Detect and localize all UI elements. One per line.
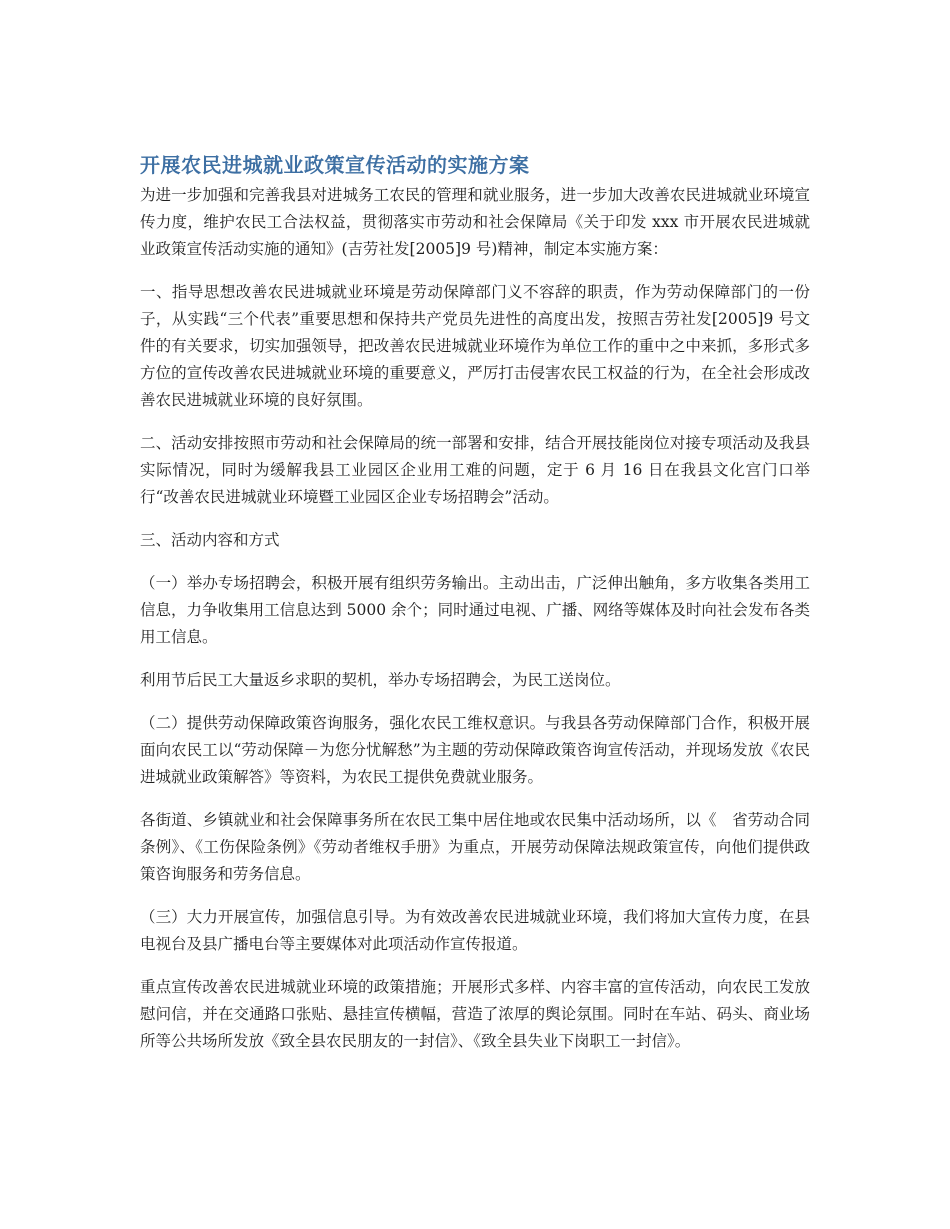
document-title: 开展农民进城就业政策宣传活动的实施方案	[140, 153, 530, 177]
paragraph-guiding-ideology: 一、指导思想改善农民进城就业环境是劳动保障部门义不容辞的职责，作为劳动保障部门的一份子，从实践“三个代表”重要思想和保持共产党员先进性的高度出发，按照吉劳社发[2005]9 号文件的有关要求，切实加强领导，把改善农民进城就业环境作为单位工作的重中之中来抓，多形式多方位的宣传改善农民进城就业环境的重要意义，严厉打击侵害农民工权益的行为，在全社会形成改善农民进城就业环境的良好氛围。	[140, 283, 810, 409]
paragraph-job-fair: （一）举办专场招聘会，积极开展有组织劳务输出。主动出击，广泛伸出触角，多方收集各类用工信息，力争收集用工信息达到 5000 余个；同时通过电视、广播、网络等媒体及时向社会发布各类用工信息。	[140, 574, 810, 646]
paragraph-street-offices: 各街道、乡镇就业和社会保障事务所在农民工集中居住地或农民集中活动场所，以《 省劳动合同条例》、《工伤保险条例》《劳动者维权手册》为重点，开展劳动保障法规政策宣传，向他们提供政策咨询服务和劳务信息。	[140, 811, 810, 883]
paragraph-activity-arrangement: 二、活动安排按照市劳动和社会保障局的统一部署和安排，结合开展技能岗位对接专项活动及我县实际情况，同时为缓解我县工业园区企业用工难的问题，定于 6 月 16 日在我县文化宫门口举行“改善农民进城就业环境暨工业园区企业专场招聘会”活动。	[140, 434, 810, 506]
paragraph-publicity-detail: 重点宣传改善农民进城就业环境的政策措施；开展形式多样、内容丰富的宣传活动，向农民工发放慰问信，并在交通路口张贴、悬挂宣传横幅，营造了浓厚的舆论氛围。同时在车站、码头、商业场所等公共场所发放《致全县农民朋友的一封信》、《致全县失业下岗职工一封信》。	[140, 978, 810, 1050]
section-heading-activity-content: 三、活动内容和方式	[140, 531, 280, 549]
paragraph-publicity: （三）大力开展宣传，加强信息引导。为有效改善农民进城就业环境，我们将加大宣传力度，在县电视台及县广播电台等主要媒体对此项活动作宣传报道。	[140, 908, 810, 953]
paragraph-intro: 为进一步加强和完善我县对进城务工农民的管理和就业服务，进一步加大改善农民进城就业环境宣传力度，维护农民工合法权益，贯彻落实市劳动和社会保障局《关于印发 xxx 市开展农民进城就业政策宣传活动实施的通知》(吉劳社发[2005]9 号)精神，制定本实施方案：	[140, 186, 810, 258]
paragraph-job-fair-detail: 利用节后民工大量返乡求职的契机，举办专场招聘会，为民工送岗位。	[140, 671, 621, 689]
document-page	[140, 150, 810, 1071]
paragraph-policy-consulting: （二）提供劳动保障政策咨询服务，强化农民工维权意识。与我县各劳动保障部门合作，积极开展面向农民工以“劳动保障－为您分忧解愁”为主题的劳动保障政策咨询宣传活动，并现场发放《农民进城就业政策解答》等资料，为农民工提供免费就业服务。	[140, 714, 810, 786]
